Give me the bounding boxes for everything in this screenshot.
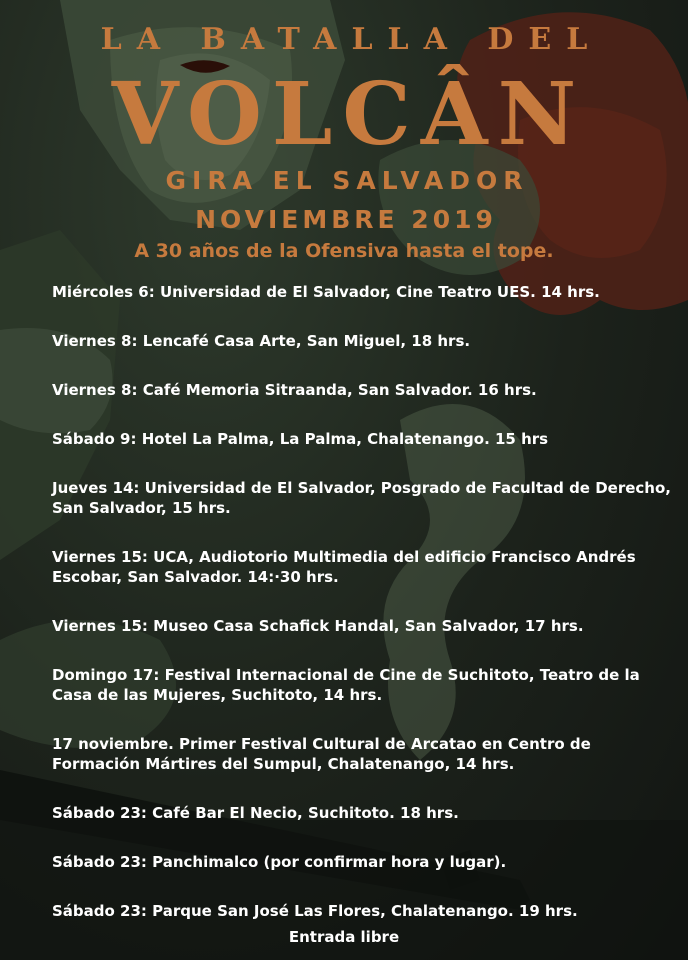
list-item: Sábado 23: Café Bar El Necio, Suchitoto. 18 hrs. bbox=[52, 804, 459, 822]
tour-date: NOVIEMBRE 2019 bbox=[195, 205, 497, 234]
event-list bbox=[52, 282, 672, 950]
pre-title: LA BATALLA DEL bbox=[100, 22, 603, 57]
list-item: Viernes 15: Museo Casa Schafick Handal, San Salvador, 17 hrs. bbox=[52, 617, 584, 635]
list-item: Domingo 17: Festival Internacional de Cine de Suchitoto, Teatro de la Casa de las Mujeres, Suchitoto, 14 hrs. bbox=[52, 666, 640, 704]
list-item: Miércoles 6: Universidad de El Salvador, Cine Teatro UES. 14 hrs. bbox=[52, 283, 600, 301]
main-title: VOLCÂN bbox=[111, 64, 587, 165]
list-item: Sábado 9: Hotel La Palma, La Palma, Chalatenango. 15 hrs bbox=[52, 430, 549, 448]
tagline: A 30 años de la Ofensiva hasta el tope. bbox=[134, 240, 554, 262]
list-item: Viernes 8: Café Memoria Sitraanda, San Salvador. 16 hrs. bbox=[52, 381, 537, 399]
header bbox=[0, 0, 688, 280]
subtitle: GIRA EL SALVADOR bbox=[165, 166, 529, 195]
list-item: Sábado 23: Parque San José Las Flores, Chalatenango. 19 hrs. bbox=[52, 902, 578, 920]
list-item: 17 noviembre. Primer Festival Cultural de Arcatao en Centro de Formación Mártires del Sumpul, Chalatenango, 14 hrs. bbox=[52, 735, 591, 773]
list-item: Viernes 8: Lencafé Casa Arte, San Miguel, 18 hrs. bbox=[52, 332, 471, 350]
list-item: Viernes 15: UCA, Audiotorio Multimedia del edificio Francisco Andrés Escobar, San Salvador. 14:·30 hrs. bbox=[52, 548, 636, 586]
list-item: Jueves 14: Universidad de El Salvador, Posgrado de Facultad de Derecho, San Salvador, 15 hrs. bbox=[52, 479, 671, 517]
entry-note: Entrada libre bbox=[288, 928, 400, 946]
list-item: Sábado 23: Panchimalco (por confirmar hora y lugar). bbox=[52, 853, 507, 871]
